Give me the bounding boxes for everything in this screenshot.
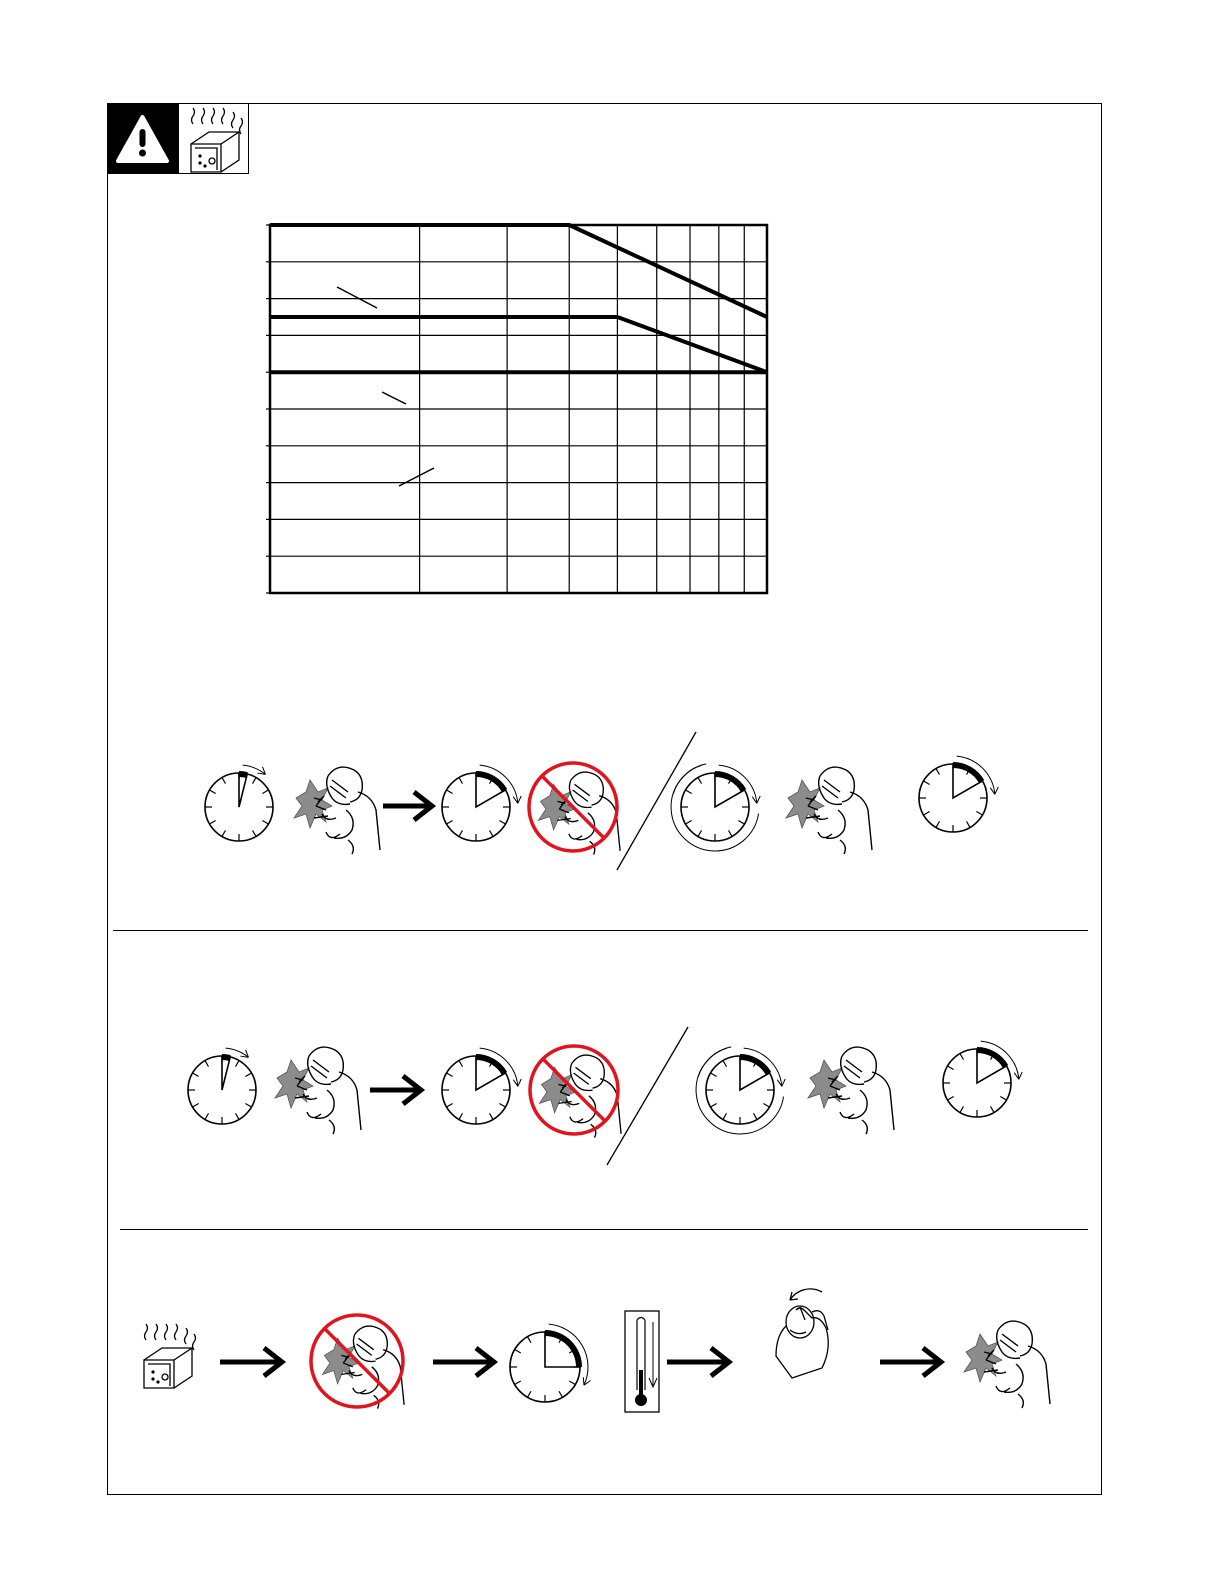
duty-cycle-row-1	[205, 732, 998, 870]
arrow-right-icon	[433, 1348, 494, 1376]
arrow-right-icon	[220, 1348, 282, 1376]
duty-cycle-row-2	[188, 1027, 1022, 1165]
arrow-right-icon	[383, 792, 432, 820]
welder-icon	[964, 1321, 1050, 1408]
arrow-right-icon	[880, 1348, 941, 1376]
welder-icon	[275, 1047, 361, 1134]
timer-icon	[943, 1041, 1022, 1117]
no-welding-icon	[530, 1046, 621, 1138]
timer-icon	[510, 1324, 591, 1402]
no-welding-icon	[529, 763, 620, 855]
welder-icon	[294, 767, 380, 854]
timer-icon	[696, 1047, 785, 1134]
arrow-right-icon	[370, 1076, 421, 1104]
timer-icon	[205, 765, 273, 841]
timer-icon	[188, 1048, 256, 1124]
timer-icon	[442, 765, 521, 841]
arrow-right-icon	[667, 1348, 729, 1376]
adjust-knob-icon	[776, 1289, 828, 1378]
timer-icon	[919, 756, 998, 832]
welder-icon	[808, 1047, 894, 1134]
hot-equipment-icon	[144, 1324, 196, 1388]
timer-icon	[671, 764, 760, 851]
no-welding-icon	[311, 1315, 404, 1409]
thermometer-icon	[625, 1311, 659, 1412]
overheat-sequence	[144, 1289, 1050, 1412]
timer-icon	[442, 1048, 521, 1124]
welder-icon	[786, 767, 872, 854]
